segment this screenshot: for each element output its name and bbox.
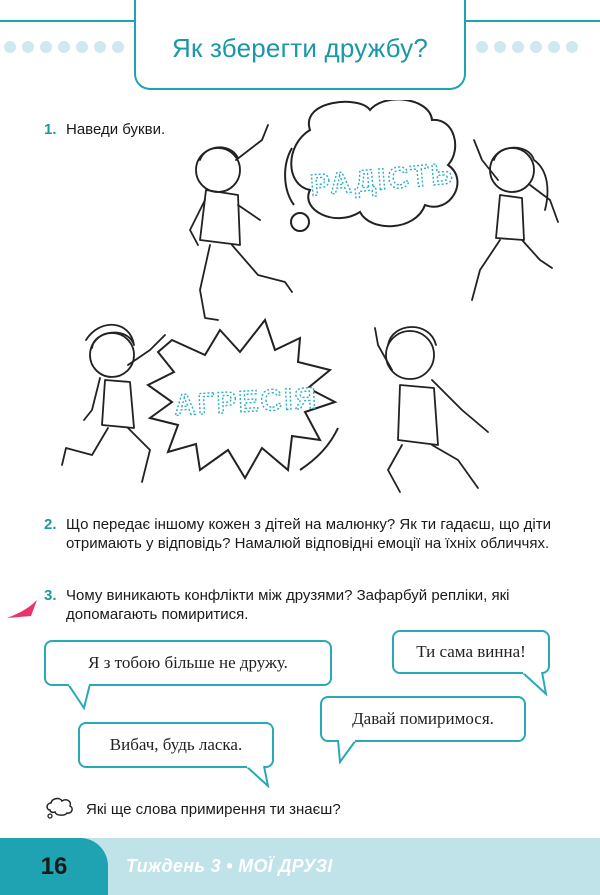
burst-word: АГРЕСІЯ (173, 381, 319, 423)
bubble-tail (520, 672, 550, 696)
bubble-text: Вибач, будь ласка. (109, 735, 243, 754)
bubble-text: Я з тобою більше не дружу. (88, 653, 288, 672)
speech-bubble-4[interactable] (78, 722, 274, 768)
kid-boy-top (190, 125, 292, 320)
bubble-tail (336, 740, 364, 764)
pointer-arrow-icon (5, 596, 41, 622)
footer-section-label: Тиждень 3 • МОЇ ДРУЗІ (126, 856, 333, 876)
task-number: 1. (44, 121, 57, 138)
page-number: 16 (40, 852, 68, 880)
header-dots-left (4, 41, 124, 53)
kid-boy-bottom (375, 327, 488, 492)
bubble-tail (66, 684, 96, 710)
extra-question: Які ще слова примирення ти знаєш? (86, 801, 341, 818)
illustration (0, 100, 600, 510)
bubble-text: Давай помиримося. (352, 709, 494, 728)
task-3 (44, 586, 586, 624)
task-text: Наведи букви. (66, 121, 166, 138)
task-number: 2. (44, 516, 57, 533)
cloud-word: РАДІСТЬ (308, 157, 456, 203)
task-text: Чому виникають конфлікти між друзями? Зафарбуй репліки, які допомагають помиритися. (66, 587, 510, 623)
task-text: Що передає іншому кожен з дітей на малюнку? Як ти гадаєш, що діти отримають у відповідь? Намалюй відповідні емоції на їхніх обличчях. (66, 516, 551, 552)
speech-bubble-2[interactable] (392, 630, 550, 674)
aggression-burst (148, 320, 338, 478)
thought-cloud (285, 100, 457, 231)
header-dots-right (476, 41, 578, 53)
kid-girl-top (472, 140, 558, 300)
kid-girl-bottom (62, 325, 165, 482)
task-2 (44, 515, 586, 553)
speech-bubble-3[interactable] (320, 696, 526, 742)
speech-bubble-1[interactable] (44, 640, 332, 686)
page-number-tab (0, 838, 108, 895)
bubble-text: Ти сама винна! (416, 642, 526, 661)
page-title: Як зберегти дружбу? (171, 32, 429, 63)
bubble-tail (242, 766, 272, 788)
task-number: 3. (44, 587, 57, 604)
thought-cloud-icon (44, 796, 74, 820)
title-box (134, 0, 466, 90)
